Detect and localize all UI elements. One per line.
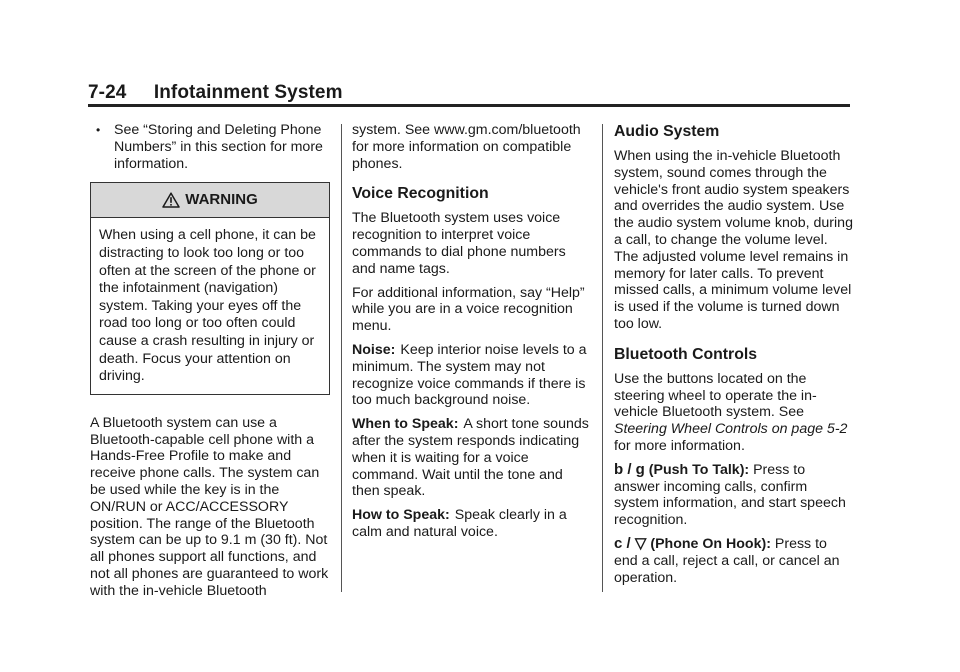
phone-on-hook-text: Press to end a call, reject a call, or cancel an operation. xyxy=(614,535,840,586)
how-label: How to Speak: xyxy=(352,507,450,524)
phone-on-hook-icon: c / ▽ xyxy=(614,534,647,552)
noise-text: Keep interior noise levels to a minimum. The system may not recognize voice commands if there is too much background noise. xyxy=(352,341,587,409)
bullet-icon: • xyxy=(96,123,101,137)
column-3 xyxy=(614,122,854,593)
controls-intro-paragraph xyxy=(614,371,854,455)
how-text: Speak clearly in a calm and natural voice. xyxy=(352,507,567,540)
when-label: When to Speak: xyxy=(352,416,459,433)
page-number: 7-24 xyxy=(88,82,127,103)
bullet-text: See “Storing and Deleting Phone Numbers” in this section for more information. xyxy=(114,122,323,172)
column-2 xyxy=(352,122,592,548)
audio-paragraph: When using the in-vehicle Bluetooth system, sound comes through the vehicle's front audio system speakers and overrides the audio system. Use the audio system volume knob, during a call, to change the volume level. The adjusted volume level remains in memory for later calls. To prevent missed calls, a minimum volume level is used if the volume is turned down too low. xyxy=(614,148,853,332)
push-to-talk-paragraph xyxy=(614,462,854,529)
warning-header xyxy=(91,183,329,218)
push-to-talk-label: (Push To Talk): xyxy=(648,461,750,478)
voice-recognition-heading: Voice Recognition xyxy=(352,185,489,203)
warning-box xyxy=(90,182,330,394)
controls-tail-text: for more information. xyxy=(614,437,745,454)
push-to-talk-text: Press to answer incoming calls, confirm system information, and start speech recognition. xyxy=(614,461,846,529)
audio-system-heading: Audio System xyxy=(614,123,720,140)
column-divider-2 xyxy=(602,124,603,592)
warning-title: WARNING xyxy=(185,190,258,208)
bluetooth-controls-heading: Bluetooth Controls xyxy=(614,345,758,363)
compatibility-paragraph: system. See www.gm.com/bluetooth for more information on compatible phones. xyxy=(352,122,581,172)
when-text: A short tone sounds after the system responds indicating when it is waiting for a voice command. Wait until the tone and then speak. xyxy=(352,416,589,500)
controls-intro-text: Use the buttons located on the steering wheel to operate the in-vehicle Bluetooth system. See xyxy=(614,370,817,421)
noise-paragraph xyxy=(352,342,592,409)
warning-triangle-icon xyxy=(162,192,180,208)
how-to-speak-paragraph xyxy=(352,507,592,541)
header-rule xyxy=(88,104,850,107)
phone-on-hook-paragraph xyxy=(614,536,854,586)
voice-paragraph-1: The Bluetooth system uses voice recognition to interpret voice commands to dial phone numbers and name tags. xyxy=(352,210,566,277)
section-title: Infotainment System xyxy=(153,82,343,103)
column-1 xyxy=(90,122,332,607)
warning-body: When using a cell phone, it can be distracting to look too long or too often at the screen of the phone or the infotainment (navigation) system. Taking your eyes off the road too long or too often could cause a crash resulting in injury or death. Focus your attention on driving. xyxy=(99,227,316,385)
page-header xyxy=(88,82,850,106)
column-divider-1 xyxy=(341,124,342,592)
voice-paragraph-2: For additional information, say “Help” while you are in a voice recognition menu. xyxy=(352,284,585,335)
bluetooth-intro-paragraph: A Bluetooth system can use a Bluetooth-capable cell phone with a Hands-Free Profile to make and receive phone calls. The system can be used while the key is in the ON/RUN or ACC/ACCESSORY position. The range of the Bluetooth system can be up to 9.1 m (30 ft). Not all phones support all functions, and not all phones are guaranteed to work with the in-vehicle Bluetooth xyxy=(90,414,329,599)
steering-controls-reference: Steering Wheel Controls on page 5-2 xyxy=(614,421,848,438)
noise-label: Noise: xyxy=(352,341,396,358)
bullet-item xyxy=(90,122,332,172)
when-to-speak-paragraph xyxy=(352,416,592,500)
phone-on-hook-label: (Phone On Hook): xyxy=(650,535,771,552)
push-to-talk-icon: b / g xyxy=(614,460,645,478)
